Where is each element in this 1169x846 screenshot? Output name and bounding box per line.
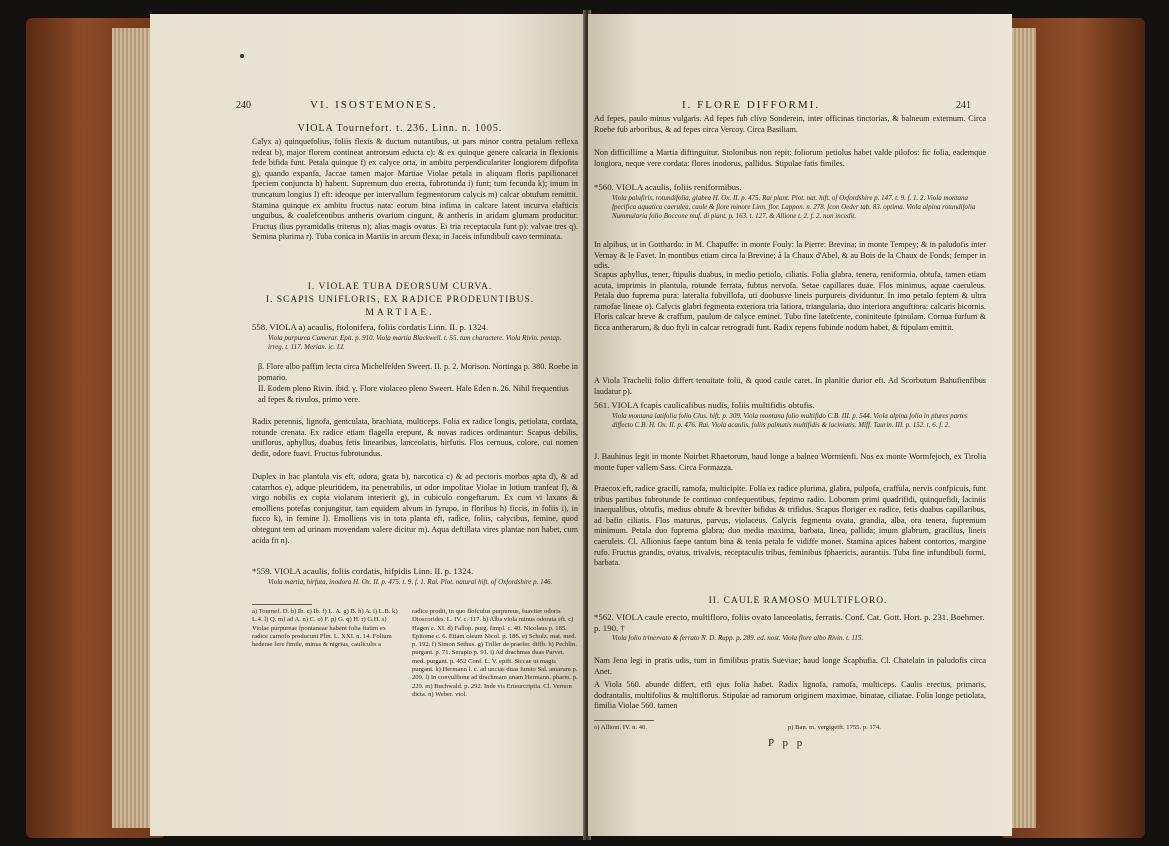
right-page-number: 241 xyxy=(956,100,971,111)
uses-558: Duplex in hac plantula vis eft, odora, grata b), narcotica c) & ad pectoris morbos apta d), & ad catarrhos e), adque pleuritidem, ita penetrabilis, ut odor impolitae Violae in lotium tranfeat f), & virgo nobilis ex copia violarum interierit g), in cubiculo congeftarum. Ex cum vi laxans & emolliens potefas conjungitur, tam equidem alvum in fyrupo, in floribus h) ficcis, in foliis i), in fucco k), in femine l). Emolliens vis in tota planta eft, radice, foliis, calycibus, femine, quod obtegunt tem ad urinam movendam valere dicitur m). Aqua deftillata vires plantae non habet, cum acida fit n). xyxy=(252,472,578,545)
synonyms-559: Viola martia, hirfuta, inodora H. Ox. II. p. 475. t. 9. f. 1. Rai. Plot. natural hift. of Oxfordshire p. 146. xyxy=(268,578,553,586)
species-559: *559. VIOLA acaulis, foliis cordatis, hifpidis Linn. II. p. 1324. xyxy=(252,566,474,576)
species-558: 558. VIOLA a) acaulis, ftolonifera, foliis cordatis Linn. II. p. 1324. xyxy=(252,322,489,332)
footnotes-column-b: radice prodit, in quo flofculus purpureus, fuaviter odoris Dioscorides. L. IV. c. 117. b) Alba viola minus odorata eft. c) Hagen c. XI. d) Fallop. purg. fimpl. c. 40. Nicolaus p. 185. Epitome c. 6. Etiam oleum Nicol. p. 186. e) Schulz. mat. med. p. 192. f) Simon Sethus. g) Triller de praefer. diffb. h) Pechlin. purgant. p. 71. Serapio p. 91. i) Ad drachmas duas Parvet. med. purgant. p. 452 Conf. L. V. epift. Siccae ut magis purgant. k) Hermann l. c. ad uncias duas fumto Sal. amarum p. 209. l) In convulfione ad drachmam unam Hermann. pharm. p. 229. m) Buchwald. p. 292. Inde vis Erteurcriptia. Cl. Vernon dicta. n) Weber. viol. xyxy=(412,608,578,698)
synonyms-561: Viola montana latifolia folio Clus. hift. p. 309. Viola montana folio multifido C.B. III. p. 544. Viola alpina folio in plures partes diffecto C.B. H. Ox. II. p. 476. Rai. Viola acaulis, foliis palmatis multifidis & laciniatis. Miff. Taurin. III. p. 152. t. 6. f. 2. xyxy=(612,412,968,429)
description-560: Scapus aphyllus, tener, ftipulis duabus, in medio petiolo, ciliatis. Folia glabra, tenera, reniformia, obtufa, tamen etiam acuta, imprimis in plantula, rotunde ferrata, fubtus nervofa. Setae capillares duae. Flos minimus, aquae caeruleus. Petala duo fuprema pura: lateralia fubvillofa, uti duobusve lineis purpureis dividuntur. In imo petalo feptem & ultra ramofae lineae o). Calycis glabri fegmenta exteriora tria latiora, triangularia, duo interiora anguftiora: calcaris bicornis. Floris calcar breve & craffum, paulum de calyce eminet. Tubo fine latefcente, coniniteute fpinulam. Cornua furfum & ficca antherarum, & duo ftyli in calcar retrogradi funt. Radix repens fubinde nodum habet, & ftipulam emittit. xyxy=(594,270,986,332)
genus-description: Calyx a) quinquefolius, foliis flexis & ductum nutantibus, ut pars minor contra petalum reflexa redeat b), major florem contineat antrorsum educta c): & ex quinque genere calcaria in flexionis fede bifida funt. Petala quinque f) ex calyce orta, in ambitu perpendiculariter longiorem difpofita g), quando expanfa, Jaccae tamen major Martiae Violae petala in aliquam floris papilionacei fpeciem conjuncta h) habent. Supremum duo erecta, fubrotunda i) funt; tum fecunda k); imum in truncatum longius l) eft: ideoque per intervallum fegmentorum calycis m) calcar obtufum remittit. Stamina quinque ex ambitu fructus nata: eorum bina infima in calcare latent incurva elafticis unguibus, & coalefcentibus antheris ovarium cingunt, & antheris in aridam glumam producitur. Fructus ilius pyramidalis triterus n); alias magis ovatus. Ei tria receptacula funt p): valvae tres q). Semina plurima r). Tuba conica in Martiis in arcum flexa; in Jaceis infundibuli cavo terminata. xyxy=(252,137,578,242)
synonyms-558: Viola purpurea Camerar. Epit. p. 910. Viola martia Blackwell. t. 55. tum charactere. Viola Rivin. pentap. irreg. t. 117. Merian. ic. LI. xyxy=(268,334,562,351)
footnote-o: o) Allioni. IV. n. 40. xyxy=(594,724,647,731)
left-page xyxy=(150,14,586,836)
section-heading-1: I. VIOLAE TUBA DEORSUM CURVA. xyxy=(307,282,493,292)
remarks-560: A Viola Trachelii folio differt tenuitate folii, & quod caule caret. In planitie durior eft. Ad Scorbutum Bahufienfibus laudatur p). xyxy=(594,376,986,396)
synonyms-562: Viola folio trinervato & ferrato N. D. Rupp. p. 289. ed. nost. Viola flore albo Rivin. t. 115. xyxy=(612,634,864,642)
species-561: 561. VIOLA fcapis caulicalibus nudis, foliis multifidis obtufis. xyxy=(594,400,815,410)
printer-signature: P p p xyxy=(768,737,806,749)
footnote-rule xyxy=(252,604,312,605)
habitat-559: Ad fepes, paulo minus vulgaris. Ad fepes fub clivo Sonderein, inter officinas tinctorias, & balneum externum. Circa Roebe fub arboribus, & ad fepes circa Vercoy. Circa Basiliam. xyxy=(594,114,986,134)
synonyms-560: Viola palufiris, rotundifolia, glabra H. Ox. II. p. 475. Rai plant. Plot. nat. hift. of Oxfordshire p. 147. t. 9. f. 1. 2. Viola montana fpecifica aquatica caerulea, caule & flore minore Linn. flor. Lappon. n. 278. fcon Oeder tab. 83. optima. Viola alpina rotundifolia Nummularia folio Boccone muf. di piant. p. 163. t. 127. & Allione t. 2. f. 2. non incedit. xyxy=(612,194,976,220)
right-page xyxy=(588,14,1012,836)
variety-gamma: II. Eodem pleno Rivin. ibid. γ. Flore violaceo pleno Sweert. Hale Eden n. 26. Nihil frequentius ad fepes & rivulos, primo vere. xyxy=(258,384,569,404)
footnote-p: p) Ban. m. vergigeift. 1755. p. 174. xyxy=(788,724,881,731)
footnotes-column-a: a) Tournef. D. b) Ib. c) Ib. f) L. A. g) B. h) A. i) L.B. k) L.4. l) Q. m) ad A. n) C. o) F. p) G. q) H. r) G.H. s) Violae purpureae fpontaneae habent folia ftatim ex radice carnofo producunt Plin. L. XXI. n. 14. Folium hederae fere fimile, minus & nigrius, cauliculis a xyxy=(252,608,398,649)
description-562: A Viola 560. abunde differt, etfi ejus folia habet. Radix lignofa, ramofa, multiceps. Caulis erectus, primaris, dodrantalis, multifolius & multiflorus. Stipulae ad ramorum originem maximae, binatae, ciliatae. Folia longe petiolata, fimilia Violae 560. tamen xyxy=(594,680,986,711)
species-562: *562. VIOLA caule erecto, multifloro, foliis ovato lanceolatis, ferratis. Conf. Cat. Gott. Hort. p. 231. Boehmer. p. 190. † xyxy=(594,612,985,633)
description-558: Radix perennis, lignofa, geniculata, brachiata, multiceps. Folia ex radice longis, petiolata, cordata, rotunde crenata. Ex radice etiam flagella erepunt, & novas radices ordinantur: Scapus debilis, uniflorus, aphyllus, duabus fetis linearibus, lanceolatis, hirfutis. Flos cernuus, colore, cui nomen dedit, odore fuavi. Fructus fubrotundus. xyxy=(252,417,578,458)
page-edges-left xyxy=(112,28,152,828)
left-page-number: 240 xyxy=(236,100,251,111)
section-heading-2: I. SCAPIS UNIFLORIS, EX RADICE PRODEUNTIBUS. xyxy=(265,295,535,305)
section-heading-3: MARTIAE. xyxy=(365,308,435,318)
genus-title: VIOLA Tournefort. t. 236. Linn. n. 1005. xyxy=(297,123,503,134)
section-heading-caule-ramoso: II. CAULE RAMOSO MULTIFLORO. xyxy=(708,596,888,606)
left-running-header: VI. ISOSTEMONES. xyxy=(310,99,438,111)
ink-spot xyxy=(240,54,244,58)
habitat-562: Nam Jena legi in pratis udis, tum in fimilibus pratis Sueviae; haud longe Scaphufia. Cl. Chatelain in paludofis circa Anet. xyxy=(594,656,986,676)
habitat-561: J. Bauhinus legit in monte Noirbet Rhaetorum, haud longe a balneo Wormienfi. Nos ex monte Wormfejoch, ex Tirolia monte fuper vallem Sass. Circa Formazza. xyxy=(594,452,986,472)
notes-559: Non difficillime a Martia diftinguitur. Stolonibus non repit: foliorum petiolus habet valde pilofos: fic folia, eademque longiora, neque vere cordata: flores inodorus, pallidus. Stipulae fatis fimiles. xyxy=(594,148,986,168)
variety-beta: β. Flore albo paffim lecta circa Michelfelden Sweert. II. p. 2. Morison. Nortinga p. 380. Roebe in pomario. xyxy=(258,362,578,382)
footnote-rule-right xyxy=(594,720,654,721)
habitat-560: In alpibus, ut in Gotthardo: in M. Chapuffe: in monte Fouly: la Pierre: Brevina; in monte Tempey; & in paludofis inter Vernay & le Favet. In montibus etiam circa la Brevine; à la Chaux d'Abel, & au Bois de la Chaux de Fonds; femper in udis. xyxy=(594,240,986,271)
description-561: Praecox eft, radice gracili, ramofa, multicipite. Folia ex radice plurima, glabra, pulpofa, craffula, nervis confpicuis, funt tribus partibus fubrotunde fe continuo confequentibus, feptimo radio. Loborum primi quadrifidi, quinquefidi, laciniis inaequalibus, obtufis, medius obtufe & breviter bifidus & trifidus. Scapus floriger ex radice, fetis duabus capillaribus, ad bafin ciliatis. Flos maturus, parvus, violaceus. Calycis fegmenta ovata, grandia, alba, ora tenera, fupremum minimum. Petala duo fuprema glabra; duo media maxima, barbata, linea, pallida; imum glabrum, gracilius, lineis caeruleis. Cl. Allionius faepe tantum bina & tenia petala fe vidiffe monet. Stamina apices habent contortos, margine rufo. Fructus grandis, ovatus, trivalvis, receptaculis tribus, feminibus fphaericis, aurantiis. Tuba fine infundibuli formi, barbata. xyxy=(594,484,986,568)
species-560: *560. VIOLA acaulis, foliis reniformibus. xyxy=(594,182,742,192)
right-running-header: I. FLORE DIFFORMI. xyxy=(682,99,821,111)
